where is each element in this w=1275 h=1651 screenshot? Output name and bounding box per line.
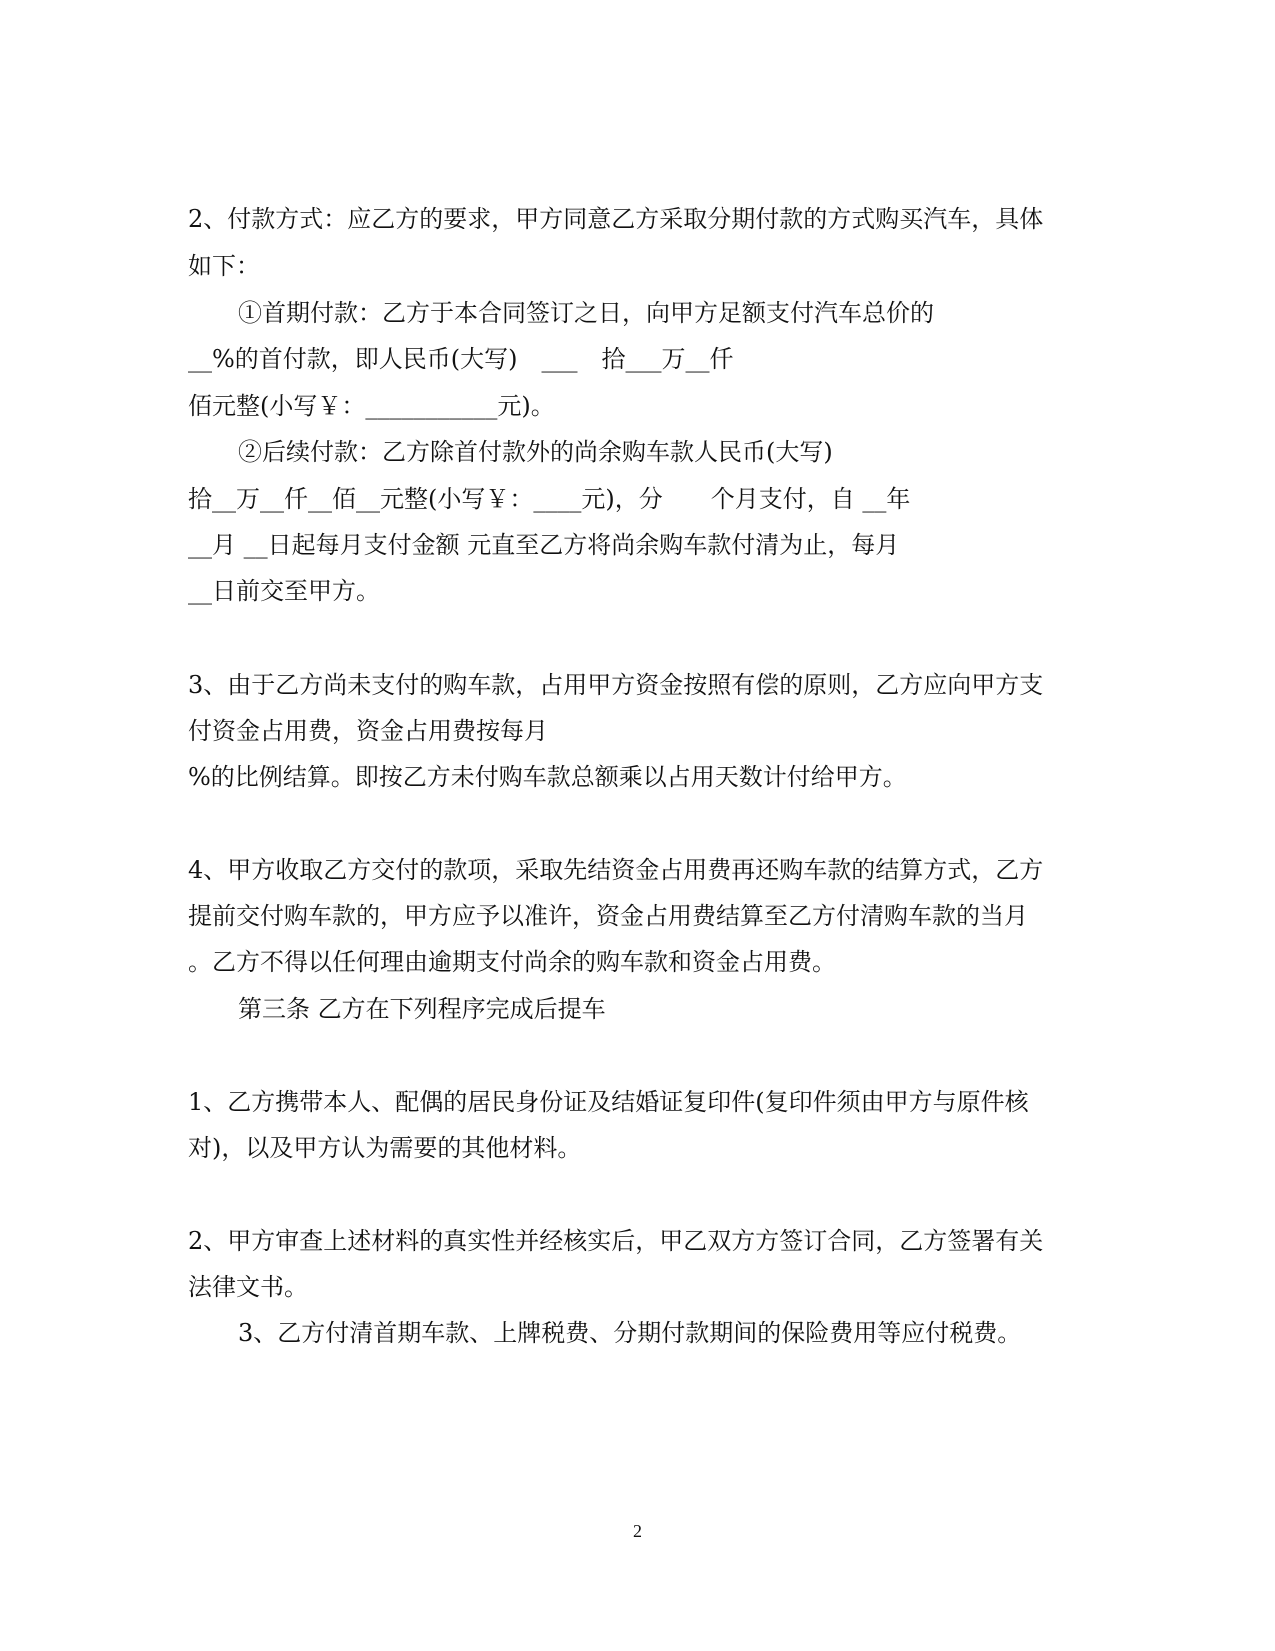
text-line: 3、乙方付清首期车款、上牌税费、分期付款期间的保险费用等应付税费。 bbox=[238, 1319, 1022, 1347]
text-line: 如下： bbox=[188, 252, 260, 280]
text-line: ②后续付款：乙方除首付款外的尚余购车款人民币(大写) bbox=[238, 438, 833, 466]
text-line: 对)，以及甲方认为需要的其他材料。 bbox=[188, 1134, 582, 1162]
text-line: 拾__万__仟__佰__元整(小写￥：____元)，分 个月支付，自 __年 bbox=[188, 485, 911, 513]
text-line: __日前交至甲方。 bbox=[188, 577, 380, 605]
text-line: __月 __日起每月支付金额 元直至乙方将尚余购车款付清为止，每月 bbox=[188, 531, 900, 559]
text-line: 付资金占用费，资金占用费按每月 bbox=[188, 717, 548, 745]
text-line: 法律文书。 bbox=[188, 1273, 308, 1301]
text-line: 1、乙方携带本人、配偶的居民身份证及结婚证复印件(复印件须由甲方与原件核 bbox=[188, 1088, 1029, 1116]
text-line: __%的首付款，即人民币(大写) ___ 拾___万__仟 bbox=[188, 345, 734, 373]
text-line: 佰元整(小写￥：___________元)。 bbox=[188, 392, 555, 420]
text-line: 。乙方不得以任何理由逾期支付尚余的购车款和资金占用费。 bbox=[188, 948, 836, 976]
section-heading: 第三条 乙方在下列程序完成后提车 bbox=[238, 995, 606, 1023]
page-number: 2 bbox=[633, 1521, 642, 1541]
text-line: ①首期付款：乙方于本合同签订之日，向甲方足额支付汽车总价的 bbox=[238, 299, 934, 327]
text-line: 2、付款方式：应乙方的要求，甲方同意乙方采取分期付款的方式购买汽车，具体 bbox=[188, 205, 1044, 233]
text-line: 提前交付购车款的，甲方应予以准许，资金占用费结算至乙方付清购车款的当月 bbox=[188, 902, 1028, 930]
text-line: 3、由于乙方尚未支付的购车款，占用甲方资金按照有偿的原则，乙方应向甲方支 bbox=[188, 671, 1044, 699]
text-line: %的比例结算。即按乙方未付购车款总额乘以占用天数计付给甲方。 bbox=[188, 763, 907, 791]
text-line: 4、甲方收取乙方交付的款项，采取先结资金占用费再还购车款的结算方式，乙方 bbox=[188, 856, 1044, 884]
text-line: 2、甲方审查上述材料的真实性并经核实后，甲乙双方方签订合同，乙方签署有关 bbox=[188, 1227, 1044, 1255]
